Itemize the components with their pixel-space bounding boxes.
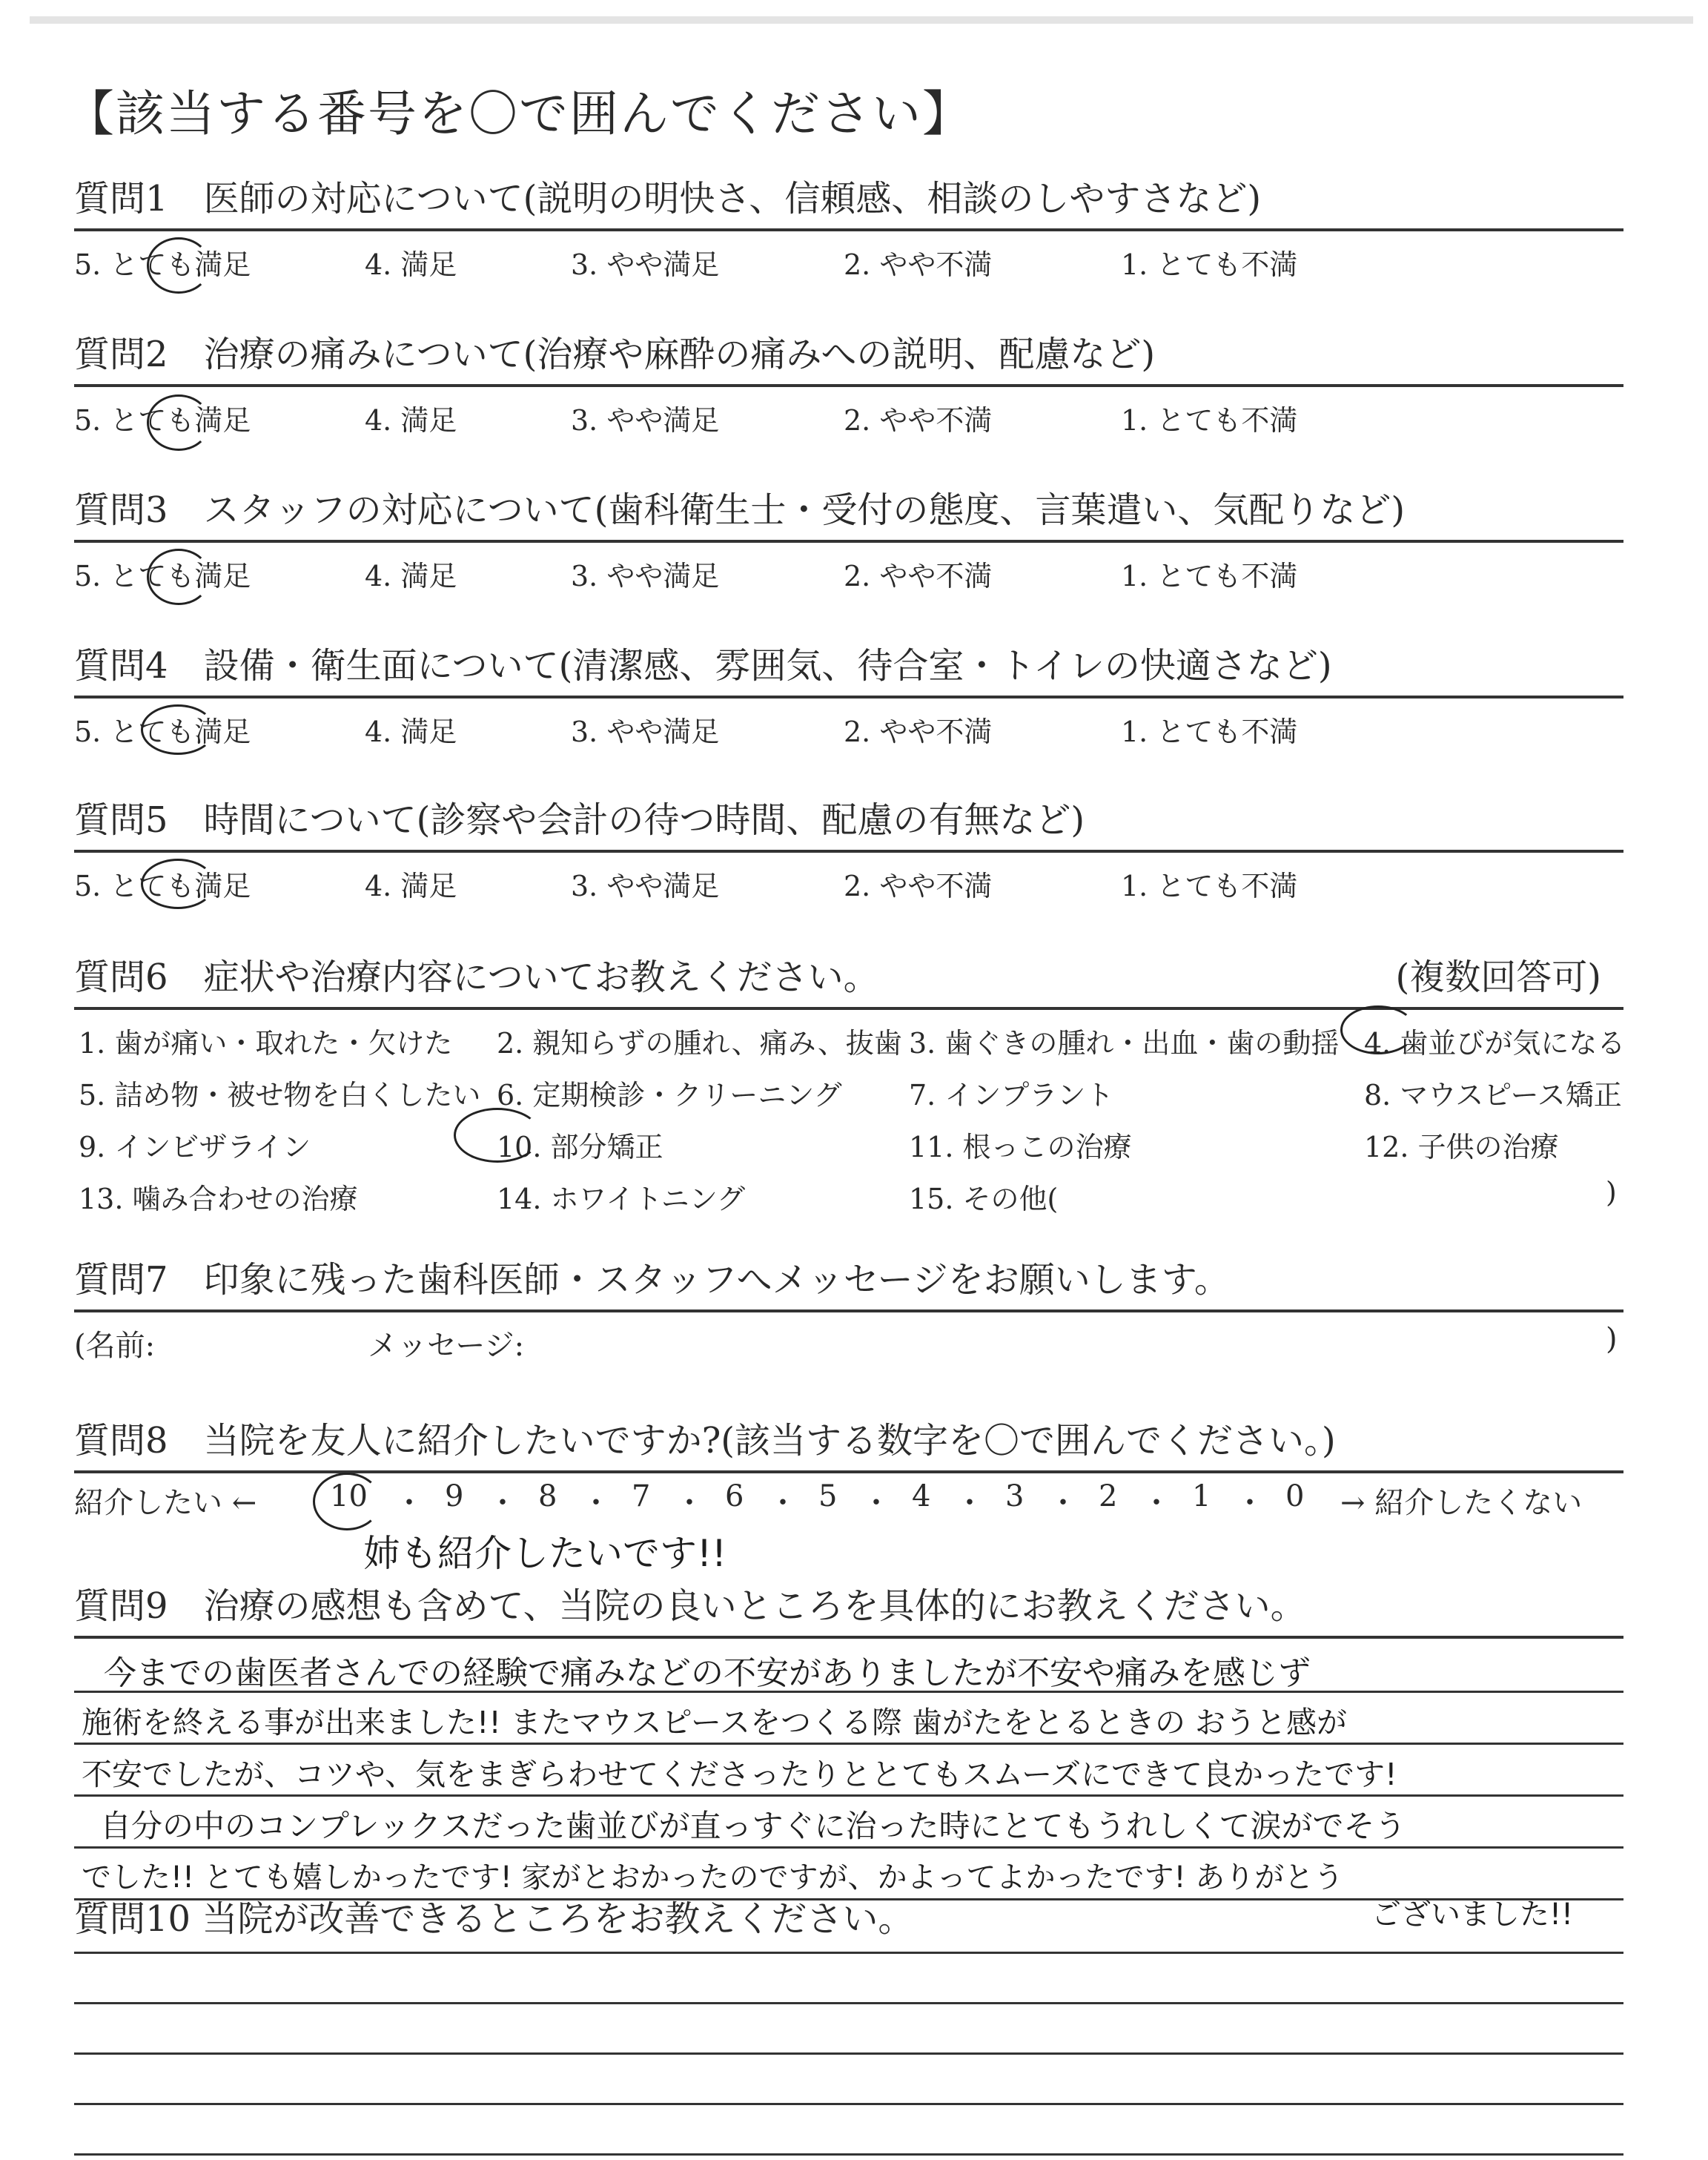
- message-field[interactable]: [74, 1322, 1623, 1374]
- other-close-paren: ): [1606, 1176, 1617, 1209]
- symptom-option[interactable]: 4. 歯並びが気になる: [1364, 1027, 1626, 1060]
- symptom-option[interactable]: 12. 子供の治療: [1364, 1131, 1559, 1163]
- question-3: [74, 482, 1623, 596]
- symptom-option[interactable]: 10. 部分矯正: [497, 1131, 663, 1163]
- answer-line: [74, 2002, 1623, 2004]
- referral-scale: [74, 1479, 1661, 1531]
- scan-top-edge: [30, 16, 1693, 24]
- rating-row: [74, 231, 1623, 285]
- scale-dot: ・: [861, 1486, 891, 1520]
- answer-line: [74, 1743, 1623, 1745]
- selection-circle-mark: [141, 704, 215, 755]
- question-1-header: [74, 171, 1623, 231]
- option-3[interactable]: 3. やや満足: [571, 870, 720, 902]
- message-close-paren: ): [1606, 1322, 1618, 1356]
- option-2[interactable]: 2. やや不満: [844, 716, 993, 748]
- symptom-row: [74, 1166, 1623, 1218]
- option-5[interactable]: 5. とても満足: [74, 716, 251, 748]
- question-9: [74, 1578, 1623, 1639]
- handwritten-comment-line: 自分の中のコンプレックスだった歯並びが直っすぐに治った時にとてもうれしくて涙がでそう: [100, 1808, 1406, 1844]
- selection-circle-mark: [313, 1473, 381, 1530]
- symptom-option[interactable]: 1. 歯が痛い・取れた・欠けた: [79, 1027, 453, 1060]
- option-5[interactable]: 5. とても満足: [74, 870, 251, 902]
- handwritten-comment-line: ございました!!: [1371, 1898, 1574, 1932]
- option-4[interactable]: 4. 満足: [365, 870, 457, 902]
- question-9-text: 質問9 治療の感想も含めて、当院の良いところを具体的にお教えください。: [74, 1585, 1306, 1627]
- question-5: [74, 792, 1623, 906]
- question-10-text: 質問10 当院が改善できるところをお教えください。: [74, 1898, 914, 1940]
- scale-dot: ・: [394, 1486, 424, 1520]
- scale-2[interactable]: 2: [1099, 1479, 1118, 1513]
- handwritten-comment-line: 不安でしたが、コツや、気をまぎらわせてくださったりととてもスムーズにできて良かったです!: [82, 1757, 1397, 1792]
- question-5-header: [74, 792, 1623, 853]
- handwritten-comment-line: 施術を終える事が出来ました!! またマウスピースをつくる際 歯がたをとるときの おうと感が: [82, 1705, 1348, 1740]
- question-4-text: 質問4 設備・衛生面について(清潔感、雰囲気、待合室・トイレの快適さなど): [74, 645, 1332, 687]
- form-title: 【該当する番号を〇で囲んでください】: [65, 85, 973, 142]
- option-2[interactable]: 2. やや不満: [844, 560, 993, 592]
- rating-row: [74, 543, 1623, 596]
- option-3[interactable]: 3. やや満足: [571, 560, 720, 592]
- scale-dot: ・: [768, 1486, 798, 1520]
- scale-dot: ・: [1142, 1486, 1171, 1520]
- scale-0[interactable]: 0: [1285, 1479, 1305, 1513]
- option-1[interactable]: 1. とても不満: [1121, 716, 1298, 748]
- question-2-text: 質問2 治療の痛みについて(治療や麻酔の痛みへの説明、配慮など): [74, 334, 1156, 375]
- question-5-text: 質問5 時間について(診察や会計の待つ時間、配慮の有無など): [74, 799, 1085, 841]
- option-4[interactable]: 4. 満足: [365, 248, 457, 281]
- option-5[interactable]: 5. とても満足: [74, 560, 251, 592]
- rating-row: [74, 387, 1623, 440]
- symptom-option[interactable]: 2. 親知らずの腫れ、痛み、抜歯: [497, 1027, 902, 1060]
- question-1-text: 質問1 医師の対応について(説明の明快さ、信頼感、相談のしやすさなど): [74, 178, 1262, 219]
- option-4[interactable]: 4. 満足: [365, 404, 457, 437]
- question-2: [74, 326, 1623, 440]
- scale-3[interactable]: 3: [1005, 1479, 1025, 1513]
- answer-line: [74, 2153, 1623, 2156]
- question-4-header: [74, 638, 1623, 698]
- symptom-option[interactable]: 6. 定期検診・クリーニング: [497, 1079, 842, 1112]
- selection-circle-mark: [147, 394, 211, 451]
- question-10-header: [74, 1891, 1334, 1949]
- question-6-text: 質問6 症状や治療内容についてお教えください。: [74, 957, 879, 998]
- scale-dot: ・: [1048, 1486, 1078, 1520]
- selection-circle-mark: [141, 859, 215, 909]
- selection-circle-mark: [147, 237, 211, 294]
- scale-right-label: → 紹介したくない: [1340, 1486, 1583, 1520]
- scale-dot: ・: [581, 1486, 611, 1520]
- scale-9[interactable]: 9: [445, 1479, 464, 1513]
- multiple-answer-note: (複数回答可): [1395, 957, 1601, 998]
- symptom-option[interactable]: 7. インプラント: [909, 1079, 1114, 1112]
- symptom-option[interactable]: 14. ホワイトニング: [497, 1183, 746, 1215]
- symptom-row: [74, 1114, 1623, 1166]
- handwritten-comment-line: でした!! とても嬉しかったです! 家がとおかったのですが、かよってよかったです! ありがとう: [82, 1860, 1344, 1895]
- handwritten-comment-line: 今までの歯医者さんでの経験で痛みなどの不安がありましたが不安や痛みを感じず: [104, 1654, 1311, 1692]
- scale-5[interactable]: 5: [818, 1479, 838, 1513]
- answer-line: [74, 1846, 1623, 1849]
- message-label: メッセージ:: [368, 1329, 525, 1363]
- option-3[interactable]: 3. やや満足: [571, 716, 720, 748]
- question-9-header: [74, 1578, 1623, 1639]
- option-2[interactable]: 2. やや不満: [844, 404, 993, 437]
- scale-8[interactable]: 8: [538, 1479, 557, 1513]
- option-1[interactable]: 1. とても不満: [1121, 560, 1298, 592]
- scale-dot: ・: [675, 1486, 704, 1520]
- scale-4[interactable]: 4: [912, 1479, 931, 1513]
- option-3[interactable]: 3. やや満足: [571, 404, 720, 437]
- question-7: [74, 1252, 1623, 1312]
- question-8-text: 質問8 当院を友人に紹介したいですか?(該当する数字を〇で囲んでください。): [74, 1420, 1336, 1462]
- option-1[interactable]: 1. とても不満: [1121, 248, 1298, 281]
- question-3-header: [74, 482, 1623, 543]
- name-label: (名前:: [74, 1329, 156, 1363]
- answer-line: [74, 1794, 1623, 1797]
- symptom-option[interactable]: 13. 噛み合わせの治療: [79, 1183, 358, 1215]
- option-4[interactable]: 4. 満足: [365, 716, 457, 748]
- scale-7[interactable]: 7: [632, 1479, 651, 1513]
- symptom-option[interactable]: 15. その他(: [909, 1183, 1059, 1215]
- symptom-option[interactable]: 3. 歯ぐきの腫れ・出血・歯の動揺: [909, 1027, 1340, 1060]
- question-7-text: 質問7 印象に残った歯科医師・スタッフへメッセージをお願いします。: [74, 1259, 1230, 1301]
- question-7-header: [74, 1252, 1623, 1312]
- scale-1[interactable]: 1: [1192, 1479, 1211, 1513]
- handwritten-referral-comment: 姉も紹介したいです!!: [363, 1532, 727, 1575]
- symptom-row: [74, 1062, 1623, 1114]
- question-4: [74, 638, 1623, 752]
- selection-circle-mark: [454, 1108, 541, 1163]
- symptom-option[interactable]: 8. マウスピース矯正: [1364, 1079, 1622, 1112]
- question-3-text: 質問3 スタッフの対応について(歯科衛生士・受付の態度、言葉遣い、気配りなど): [74, 489, 1406, 531]
- question-1: [74, 171, 1623, 285]
- option-3[interactable]: 3. やや満足: [571, 248, 720, 281]
- rating-row: [74, 698, 1623, 752]
- option-5[interactable]: 5. とても満足: [74, 248, 251, 281]
- question-8: [74, 1413, 1623, 1473]
- question-6: [74, 949, 1623, 1010]
- option-1[interactable]: 1. とても不満: [1121, 404, 1298, 437]
- scale-left-label: 紹介したい ←: [74, 1486, 257, 1520]
- rating-row: [74, 853, 1623, 906]
- question-8-header: [74, 1413, 1623, 1473]
- selection-circle-mark: [1340, 1005, 1416, 1054]
- scale-dot: ・: [955, 1486, 984, 1520]
- symptom-option[interactable]: 5. 詰め物・被せ物を白くしたい: [79, 1079, 481, 1112]
- scale-6[interactable]: 6: [725, 1479, 744, 1513]
- scale-dot: ・: [1235, 1486, 1265, 1520]
- question-10: [74, 1891, 1334, 1949]
- option-2[interactable]: 2. やや不満: [844, 248, 993, 281]
- question-6-header: [74, 949, 1623, 1010]
- option-2[interactable]: 2. やや不満: [844, 870, 993, 902]
- scale-10[interactable]: 10: [330, 1479, 368, 1513]
- symptom-option[interactable]: 9. インビザライン: [79, 1131, 311, 1163]
- scale-dot: ・: [488, 1486, 517, 1520]
- option-4[interactable]: 4. 満足: [365, 560, 457, 592]
- option-1[interactable]: 1. とても不満: [1121, 870, 1298, 902]
- symptom-option[interactable]: 11. 根っこの治療: [909, 1131, 1132, 1163]
- question-2-header: [74, 326, 1623, 387]
- option-5[interactable]: 5. とても満足: [74, 404, 251, 437]
- answer-line: [74, 2052, 1623, 2055]
- answer-line: [74, 2103, 1623, 2105]
- answer-line: [74, 1952, 1623, 1954]
- selection-circle-mark: [147, 549, 211, 605]
